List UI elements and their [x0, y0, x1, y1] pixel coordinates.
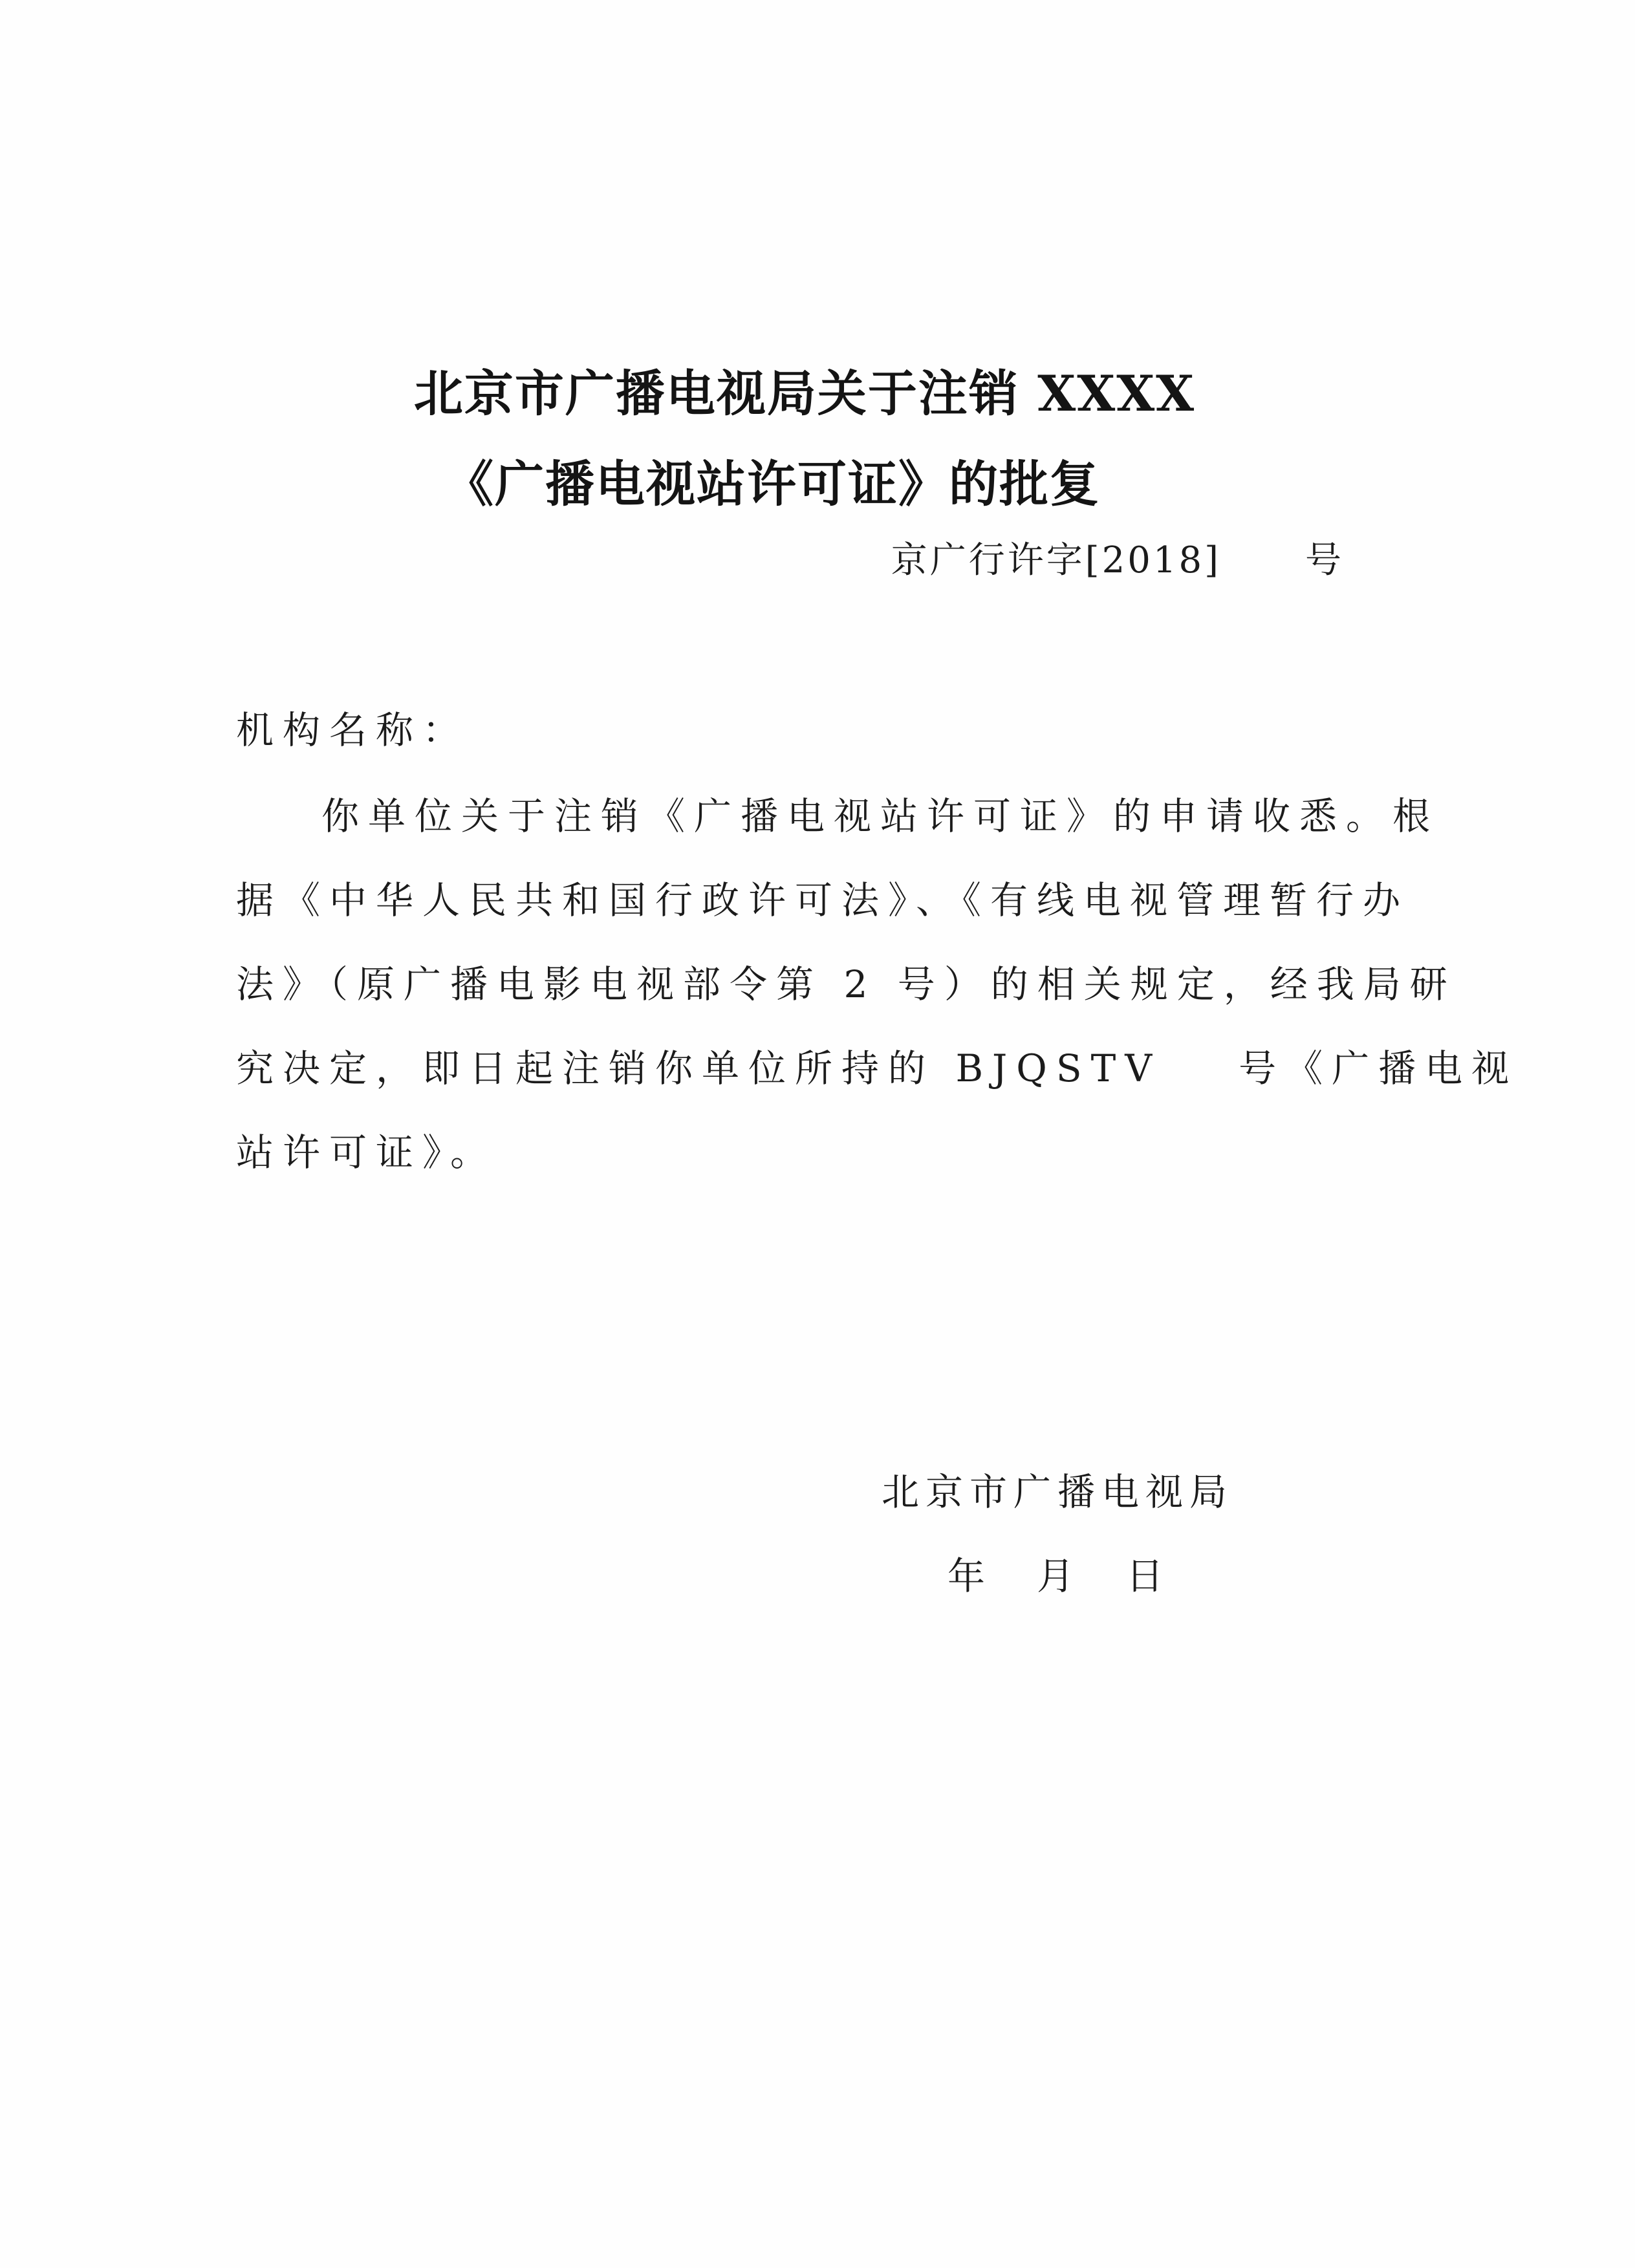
issuing-authority: 北京市广播电视局	[882, 1470, 1234, 1514]
date-year: 年	[947, 1554, 986, 1598]
body-line-4-part-b: 号《广播电视	[1239, 1046, 1519, 1090]
body-line-4-part-a: 究决定，即日起注销你单位所持的 BJQSTV	[236, 1046, 1162, 1090]
document-number-suffix: 号	[1305, 539, 1344, 581]
body-line-5: 站许可证》。	[236, 1130, 497, 1174]
body-line-3: 法》（原广播电影电视部令第 2 号）的相关规定，经我局研	[236, 962, 1456, 1006]
document-number-blank	[1221, 532, 1305, 583]
body-line-4	[236, 1038, 1518, 1092]
document-title-line-1: 北京市广播电视局关于注销 XXXX	[413, 365, 1196, 422]
issue-date	[947, 1546, 1164, 1600]
document-title-line-2: 《广播电视站许可证》的批复	[444, 455, 1100, 513]
addressee: 机构名称：	[236, 708, 470, 752]
body-line-1: 你单位关于注销《广播电视站许可证》的申请收悉。根	[321, 794, 1440, 838]
date-day: 日	[1126, 1554, 1164, 1598]
date-month: 月	[1037, 1554, 1075, 1598]
document-number	[891, 532, 1344, 583]
document-number-prefix: 京广行许字[2018]	[891, 539, 1221, 581]
body-line-2: 据《中华人民共和国行政许可法》、《有线电视管理暂行办	[236, 878, 1410, 922]
